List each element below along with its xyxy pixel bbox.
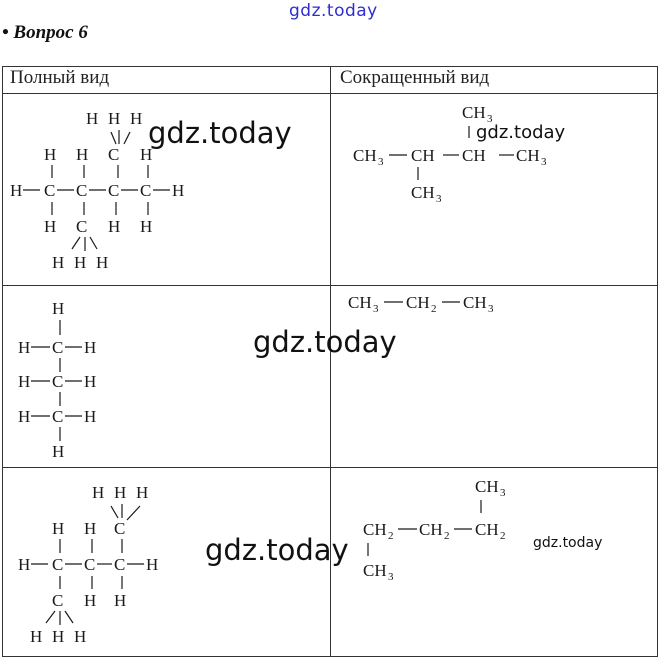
atom: H (52, 627, 65, 646)
atom: C (76, 217, 88, 236)
atom: H (92, 483, 105, 502)
atom: C (140, 181, 152, 200)
atom: H (114, 483, 127, 502)
group: CH (353, 146, 377, 165)
bond-line (111, 506, 118, 518)
group: CH (411, 146, 435, 165)
atom: H (136, 483, 149, 502)
group: CH (475, 477, 499, 496)
watermark: gdz.today (148, 116, 292, 150)
group: CH (411, 183, 435, 202)
group: CH (419, 520, 443, 539)
atom: C (84, 555, 96, 574)
bond-line (72, 237, 80, 249)
atom: H (52, 519, 65, 538)
subscript: 2 (444, 530, 450, 542)
subscript: 3 (488, 303, 494, 315)
question-title: • Вопрос 6 (2, 22, 88, 43)
header-short-form: Сокращенный вид (340, 67, 490, 88)
atom: C (52, 372, 64, 391)
bond-line (90, 237, 97, 249)
group: CH (462, 103, 486, 122)
watermark: gdz.today (205, 533, 349, 567)
atom: C (52, 591, 64, 610)
atom: H (172, 181, 185, 200)
short-formula-row-3 (331, 468, 658, 657)
atom: H (18, 407, 31, 426)
atom: H (10, 181, 23, 200)
header-full-form: Полный вид (10, 67, 110, 88)
subscript: 3 (541, 156, 547, 168)
atom: H (140, 217, 153, 236)
group: CH (516, 146, 540, 165)
atom: H (146, 555, 159, 574)
subscript: 3 (500, 487, 506, 499)
subscript: 2 (500, 530, 506, 542)
atom: H (18, 372, 31, 391)
atom: H (84, 372, 97, 391)
atom: H (84, 519, 97, 538)
subscript: 3 (378, 156, 384, 168)
bond-line (124, 132, 130, 144)
group: CH (363, 561, 387, 580)
atom: H (30, 627, 43, 646)
atom: C (114, 519, 126, 538)
watermark: gdz.today (476, 122, 566, 143)
atom: C (52, 407, 64, 426)
watermark: gdz.today (253, 325, 397, 359)
atom: C (44, 181, 56, 200)
subscript: 2 (388, 530, 394, 542)
atom: H (130, 109, 143, 128)
bond-line (65, 611, 73, 623)
atom: H (52, 253, 65, 272)
group: CH (475, 520, 499, 539)
atom: H (84, 407, 97, 426)
atom: H (52, 299, 65, 318)
atom: C (76, 181, 88, 200)
group: CH (463, 293, 487, 312)
group: CH (406, 293, 430, 312)
subscript: 3 (388, 571, 394, 583)
atom: H (108, 217, 121, 236)
subscript: 3 (436, 193, 442, 205)
group: CH (348, 293, 372, 312)
atom: C (52, 555, 64, 574)
atom: C (108, 181, 120, 200)
atom: C (114, 555, 126, 574)
group: CH (363, 520, 387, 539)
atom: H (84, 591, 97, 610)
group: CH (462, 146, 486, 165)
atom: H (44, 217, 57, 236)
atom: H (140, 145, 153, 164)
atom: H (84, 338, 97, 357)
full-formula-row-2 (0, 286, 330, 466)
bond-line (46, 611, 55, 623)
atom: H (96, 253, 109, 272)
subscript: 3 (487, 113, 493, 125)
short-formula-row-2 (331, 286, 658, 466)
subscript: 3 (373, 303, 379, 315)
atom: H (74, 253, 87, 272)
watermark: gdz.today (533, 535, 603, 551)
atom: H (18, 338, 31, 357)
atom: H (114, 591, 127, 610)
bond-line (127, 506, 140, 520)
atom: H (52, 442, 65, 461)
atom: C (108, 145, 120, 164)
site-logo: gdz.today (289, 1, 378, 21)
atom: H (76, 145, 89, 164)
atom: H (18, 555, 31, 574)
atom: H (86, 109, 99, 128)
bond-line (111, 132, 116, 144)
atom: C (52, 338, 64, 357)
atom: H (44, 145, 57, 164)
atom: H (74, 627, 87, 646)
subscript: 2 (431, 303, 437, 315)
atom: H (108, 109, 121, 128)
